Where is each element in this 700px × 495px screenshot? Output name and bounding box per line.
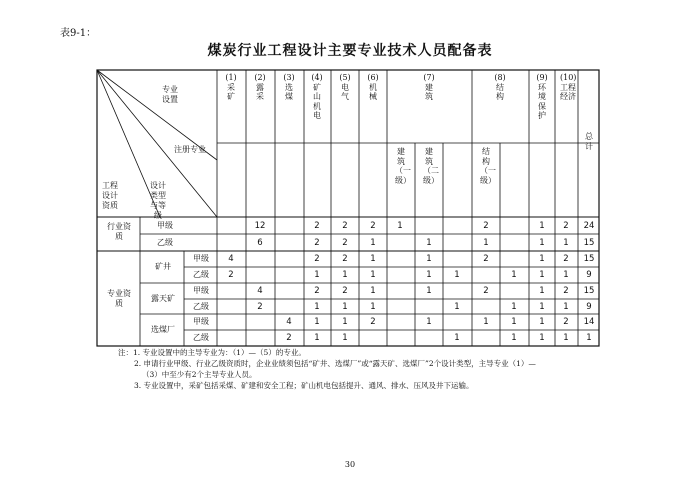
table-label: 表9-1： bbox=[60, 28, 97, 39]
row-lutiankuang: 露天矿 bbox=[151, 294, 175, 303]
cell: 1 bbox=[370, 254, 376, 264]
cell: 2 bbox=[370, 221, 376, 231]
row-kj-jia: 甲级 bbox=[193, 254, 209, 263]
cell: 24 bbox=[583, 221, 595, 231]
cell: 2 bbox=[257, 302, 263, 312]
cell: 2 bbox=[563, 254, 569, 264]
row-xm-yi: 乙级 bbox=[193, 333, 209, 342]
cell: 2 bbox=[370, 317, 376, 327]
cell: 1 bbox=[539, 286, 545, 296]
cell: 1 bbox=[426, 286, 432, 296]
cell: 1 bbox=[511, 333, 517, 343]
cell: 1 bbox=[563, 302, 569, 312]
cell: 1 bbox=[426, 238, 432, 248]
cell: 1 bbox=[342, 302, 348, 312]
cell: 9 bbox=[586, 270, 592, 280]
cell: 1 bbox=[314, 317, 320, 327]
row-lt-yi: 乙级 bbox=[193, 302, 209, 311]
cell: 9 bbox=[586, 302, 592, 312]
cell: 6 bbox=[257, 238, 263, 248]
cell: 1 bbox=[483, 238, 489, 248]
cell: 1 bbox=[342, 270, 348, 280]
note-2: 2. 申请行业甲级、行业乙级资质时，企业业绩须包括“矿井、选煤厂”或“露天矿、选煤厂”2个设计类型，主导专业（1）— bbox=[134, 359, 536, 368]
page-number: 30 bbox=[344, 460, 356, 469]
sub-header-jiegou-1: 结构（一级） bbox=[480, 147, 496, 185]
cell: 1 bbox=[426, 317, 432, 327]
col-header-1: (1) 采矿 bbox=[225, 73, 237, 101]
cell: 1 bbox=[511, 270, 517, 280]
cell: 1 bbox=[314, 302, 320, 312]
col-header-10: (10) 工程经济 bbox=[560, 73, 577, 101]
col-header-3: (3) 选煤 bbox=[283, 73, 295, 101]
cell: 1 bbox=[511, 317, 517, 327]
note-2-cont: （3）中至少有2个主导专业人员。 bbox=[142, 370, 257, 379]
cell: 2 bbox=[342, 286, 348, 296]
cell: 2 bbox=[483, 221, 489, 231]
col-header-2: (2) 露采 bbox=[254, 73, 266, 101]
cell: 15 bbox=[583, 238, 595, 248]
cell: 1 bbox=[483, 317, 489, 327]
col-header-5: (5) 电气 bbox=[339, 73, 351, 101]
row-kuangjing: 矿井 bbox=[155, 262, 171, 271]
col-header-8: (8) 结构 bbox=[494, 73, 506, 101]
sub-header-jianzhu-1: 建筑（一级） bbox=[395, 147, 411, 185]
row-lt-jia: 甲级 bbox=[193, 286, 209, 295]
cell: 1 bbox=[563, 270, 569, 280]
cell: 1 bbox=[539, 270, 545, 280]
sub-header-jianzhu-2: 建筑（二级） bbox=[423, 147, 439, 185]
cell: 1 bbox=[426, 270, 432, 280]
row-kj-yi: 乙级 bbox=[193, 270, 209, 279]
cell: 1 bbox=[314, 270, 320, 280]
cell: 1 bbox=[342, 317, 348, 327]
header-zhuanye-shezhi: 专业设置 bbox=[162, 85, 178, 104]
cell: 4 bbox=[286, 317, 292, 327]
cell: 1 bbox=[454, 302, 460, 312]
cell: 1 bbox=[539, 238, 545, 248]
cell: 4 bbox=[257, 286, 263, 296]
cell: 2 bbox=[314, 286, 320, 296]
cell: 2 bbox=[563, 317, 569, 327]
header-gongcheng-sheji-zizhi: 工程设计资质 bbox=[102, 181, 118, 210]
cell: 2 bbox=[563, 286, 569, 296]
row-zhuanye-zizhi: 专业资质 bbox=[107, 289, 131, 308]
cell: 2 bbox=[314, 238, 320, 248]
cell: 2 bbox=[342, 254, 348, 264]
cell: 1 bbox=[563, 238, 569, 248]
cell: 2 bbox=[286, 333, 292, 343]
cell: 1 bbox=[370, 270, 376, 280]
cell: 1 bbox=[563, 333, 569, 343]
cell: 14 bbox=[583, 317, 595, 327]
cell: 4 bbox=[228, 254, 234, 264]
cell: 1 bbox=[426, 254, 432, 264]
col-header-6: (6) 机械 bbox=[367, 73, 379, 101]
cell: 2 bbox=[342, 238, 348, 248]
col-header-total: 总计 bbox=[585, 132, 593, 151]
header-zhuce-zhuanye bbox=[170, 145, 210, 155]
note-3: 3. 专业设置中，采矿包括采煤、矿建和安全工程；矿山机电包括提升、通风、排水、压风及井下运输。 bbox=[134, 381, 474, 390]
note-1: 注：1. 专业设置中的主导专业为：（1）—（5）的专业。 bbox=[118, 348, 306, 357]
cell: 1 bbox=[342, 333, 348, 343]
row-hangye-yi: 乙级 bbox=[157, 238, 173, 247]
cell: 1 bbox=[539, 254, 545, 264]
col-header-7: (7) 建筑 bbox=[423, 73, 435, 101]
cell: 2 bbox=[314, 221, 320, 231]
row-xuanmeichang: 选煤厂 bbox=[151, 325, 175, 334]
cell: 1 bbox=[539, 221, 545, 231]
cell: 2 bbox=[228, 270, 234, 280]
cell: 2 bbox=[314, 254, 320, 264]
cell: 1 bbox=[586, 333, 592, 343]
row-hangye-jia: 甲级 bbox=[157, 221, 173, 230]
cell: 2 bbox=[483, 254, 489, 264]
page-title: 煤炭行业工程设计主要专业技术人员配备表 bbox=[207, 43, 493, 59]
cell: 1 bbox=[511, 302, 517, 312]
cell: 1 bbox=[397, 221, 403, 231]
cell: 1 bbox=[454, 333, 460, 343]
cell: 1 bbox=[539, 317, 545, 327]
cell: 2 bbox=[483, 286, 489, 296]
cell: 1 bbox=[539, 302, 545, 312]
cell: 1 bbox=[539, 333, 545, 343]
cell: 1 bbox=[370, 286, 376, 296]
cell: 2 bbox=[342, 221, 348, 231]
header-sheji-leixing: 设计类型与等级 bbox=[150, 181, 166, 220]
cell: 12 bbox=[254, 221, 266, 231]
table-notes bbox=[118, 347, 618, 391]
row-xm-jia: 甲级 bbox=[193, 317, 209, 326]
col-header-9: (9) 环境保护 bbox=[536, 73, 548, 120]
cell: 1 bbox=[370, 302, 376, 312]
cell: 15 bbox=[583, 286, 595, 296]
cell: 1 bbox=[454, 270, 460, 280]
cell: 15 bbox=[583, 254, 595, 264]
cell: 2 bbox=[563, 221, 569, 231]
row-hangye-zizhi: 行业资质 bbox=[107, 222, 131, 241]
cell: 1 bbox=[314, 333, 320, 343]
col-header-4: (4) 矿山机电 bbox=[311, 73, 323, 120]
cell: 1 bbox=[370, 238, 376, 248]
header-zhuce-zhuanye-text: 注册专业 bbox=[174, 145, 206, 154]
